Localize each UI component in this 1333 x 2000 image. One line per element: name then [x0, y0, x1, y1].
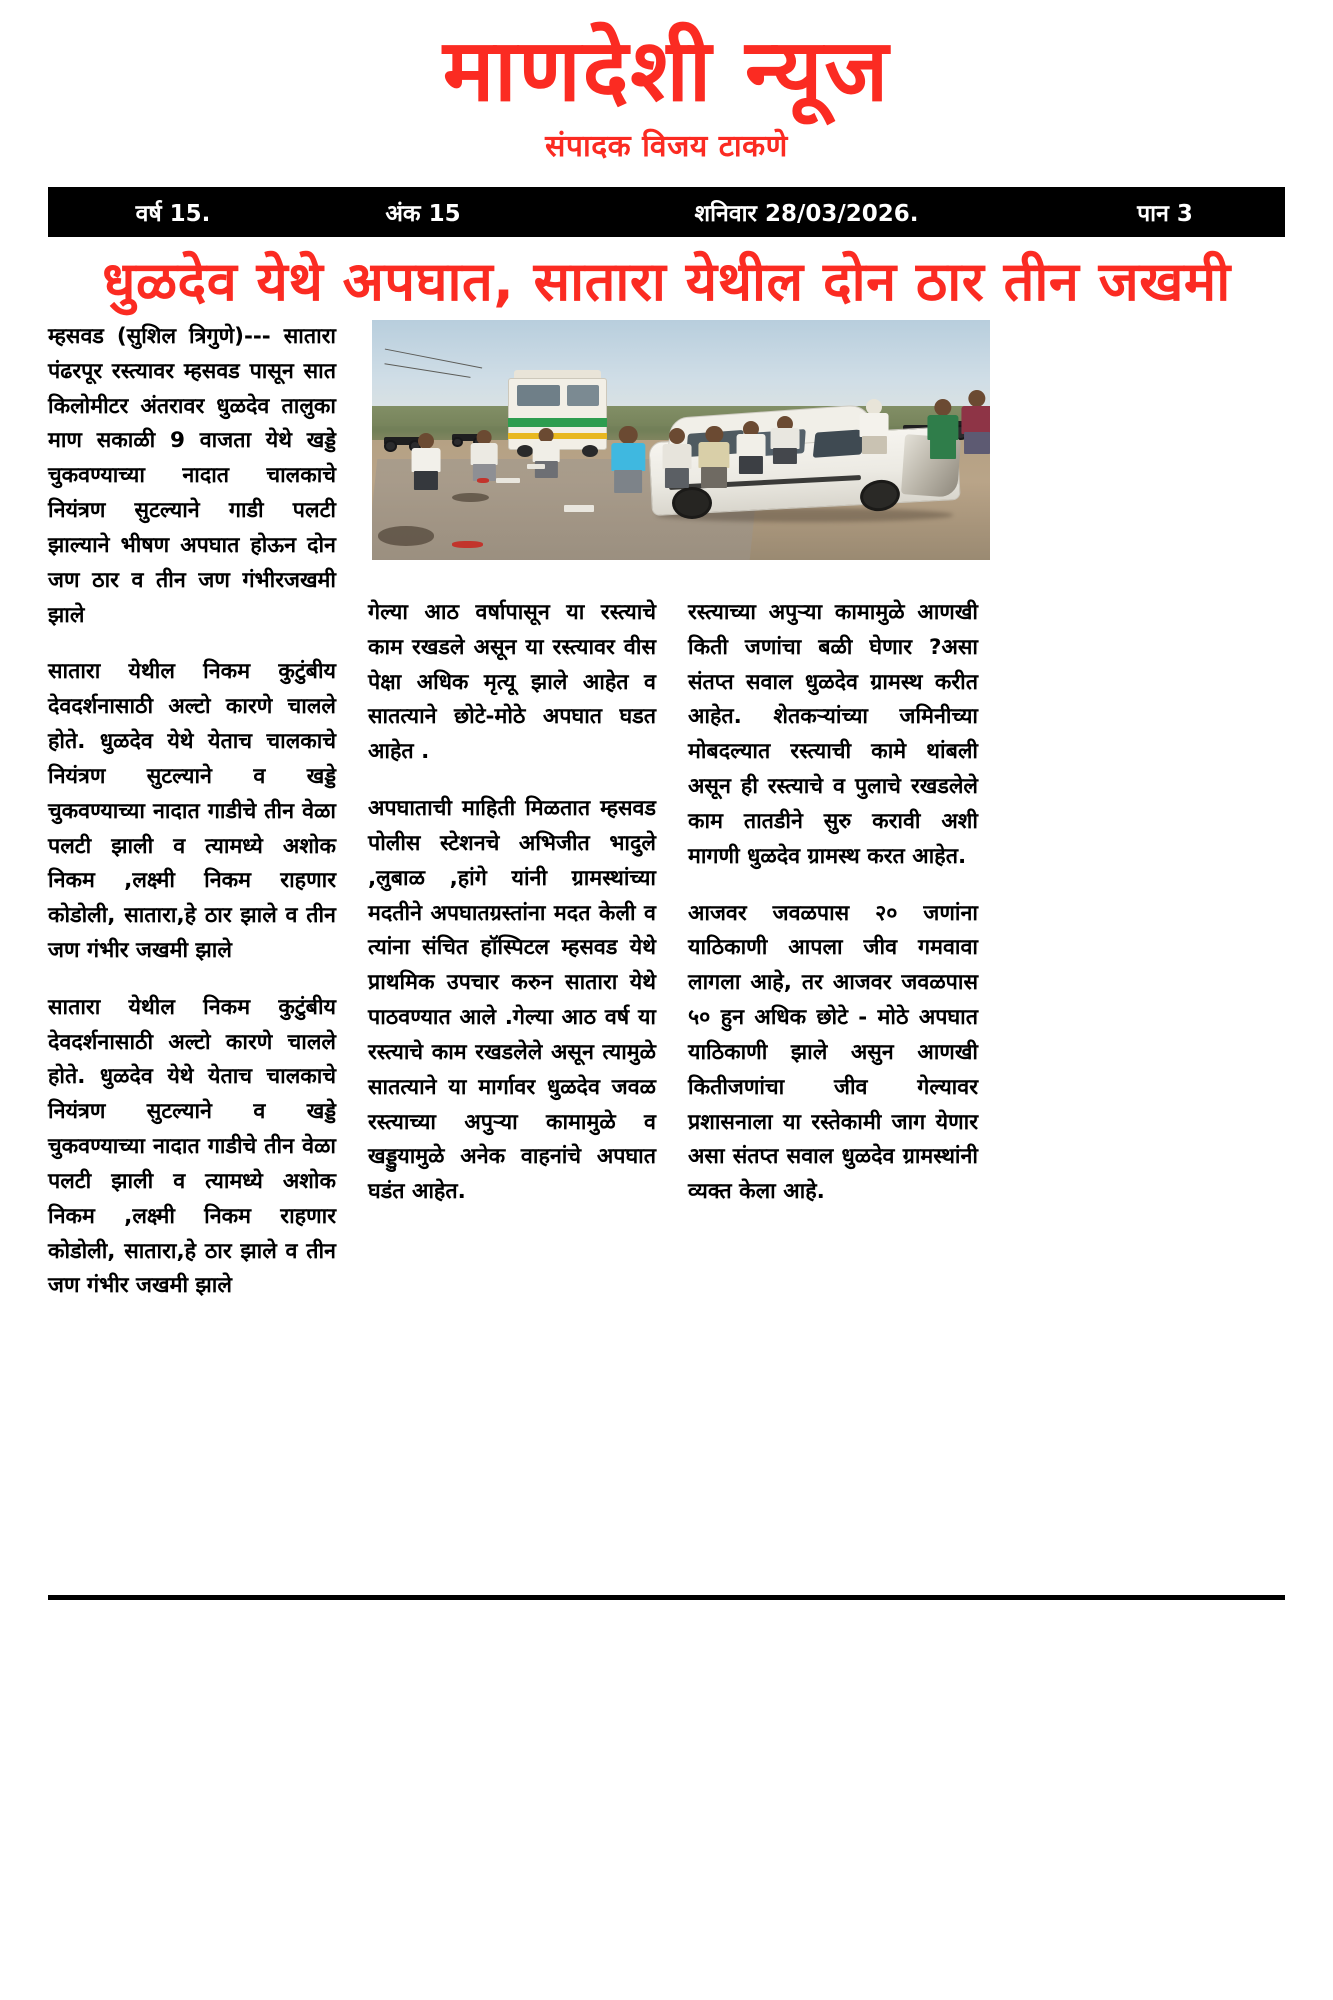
paragraph: सातारा येथील निकम कुटुंबीय देवदर्शनासाठी अल्टो कारणे चालले होते. धुळदेव येथे येताच चालकाचे नियंत्रण सुटल्याने व खड्डे चुकवण्याच्या नादात गाडीचे तीन वेळा पलटी झाली व त्यामध्ये अशोक निकम ,लक्ष्मी निकम राहणार कोडोली, सातारा,हे ठार झाले व तीन जण गंभीर जखमी झाले [48, 659, 336, 963]
paragraph: म्हसवड (सुशिल त्रिगुणे)--- सातारा पंढरपूर रस्त्यावर म्हसवड पासून सात किलोमीटर अंतरावर धुळदेव तालुका माण सकाळी 9 वाजता येथे खड्डे चुकवण्याच्या नादात चालकाचे नियंत्रण सुटल्याने गाडी पलटी झाल्याने भीषण अपघात होऊन दोन जण ठार व तीन जण गंभीरजखमी झाले [48, 323, 336, 628]
paragraph: सातारा येथील निकम कुटुंबीय देवदर्शनासाठी अल्टो कारणे चालले होते. धुळदेव येथे येताच चालकाचे नियंत्रण सुटल्याने व खड्डे चुकवण्याच्या नादात गाडीचे तीन वेळा पलटी झाली व त्यामध्ये अशोक निकम ,लक्ष्मी निकम राहणार कोडोली, सातारा,हे ठार झाले व तीन जण गंभीर जखमी झाले [48, 994, 336, 1299]
article-body [48, 320, 1285, 1299]
accident-photo [372, 320, 990, 560]
car-windshield [813, 429, 865, 458]
ambulance-wheel-front [582, 445, 598, 457]
masthead [48, 0, 1285, 165]
ambulance-window-front [517, 385, 560, 407]
red-debris [452, 541, 483, 548]
issue-number: अंक 15 [385, 201, 461, 228]
text-column-2 [368, 596, 656, 1210]
issue-info-bar [48, 187, 1285, 237]
ambulance-window-rear [567, 385, 599, 407]
issue-year: वर्ष 15. [135, 201, 211, 228]
newspaper-title: माणदेशी न्यूज [442, 21, 891, 121]
paragraph: आजवर जवळपास २० जणांना याठिकाणी आपला जीव गमवावा लागला आहे, तर आजवर जवळपास ५० हुन अधिक छोटे - मोठे अपघात याठिकाणी झाले असुन आणखी कितीजणांचा जीव गेल्यावर प्रशासनाला या रस्तेकामी जाग येणार असा संतप्त सवाल धुळदेव ग्रामस्थांनी व्यक्त केला आहे. [688, 900, 978, 1205]
bystander-green-saree [934, 399, 951, 459]
pothole-1 [378, 526, 434, 545]
bystander-1 [418, 433, 434, 491]
ambulance-green-stripe [508, 418, 607, 426]
accident-photo-scene [372, 320, 990, 560]
crashed-car [650, 409, 959, 524]
road-debris-2 [564, 505, 595, 512]
car-wheel-rear [672, 487, 712, 519]
road-debris-3 [527, 464, 546, 469]
text-column-3 [688, 596, 978, 1210]
editor-line: संपादक विजय टाकणे [545, 129, 788, 165]
issue-date: शनिवार 28/03/2026. [694, 201, 919, 228]
paragraph: रस्त्याच्या अपुऱ्या कामामुळे आणखी किती जणांचा बळी घेणार ?असा संतप्त सवाल धुळदेव ग्रामस्थ करीत आहेत. शेतकऱ्यांच्या जमिनीच्या मोबदल्यात रस्त्याची कामे थांबली असून ही रस्त्याचे व पुलाचे रखडलेले काम तातडीने सुरु करावी अशी मागणी धुळदेव ग्रामस्थ करत आहेत. [688, 599, 978, 869]
article-headline [48, 251, 1285, 314]
text-column-1 [48, 320, 336, 1304]
headline-line-2: ठार तीन जखमी [915, 250, 1231, 314]
paragraph: गेल्या आठ वर्षापासून या रस्त्याचे काम रखडले असून या रस्त्यावर वीस पेक्षा अधिक मृत्यू झाले आहेत व सातत्याने छोटे-मोठे अपघात घडत आहेत . [368, 599, 656, 765]
bystander-white-cap [866, 399, 882, 454]
bystander-3 [539, 428, 554, 478]
road-debris-1 [496, 478, 521, 483]
headline-line-1: धुळदेव येथे अपघात, सातारा येथील दोन [102, 250, 897, 314]
bystander-2 [477, 430, 492, 480]
bystander-5 [743, 421, 759, 474]
bystander-tan-shirt [706, 426, 723, 488]
bystander-4 [669, 428, 685, 488]
ambulance-wheel-rear [517, 445, 533, 457]
bystander-blue-shirt [619, 426, 638, 493]
page-number: पान 3 [1137, 201, 1193, 228]
red-debris-2 [477, 478, 489, 483]
bystander-maroon-top [968, 390, 985, 455]
bystander-6 [777, 416, 793, 464]
paragraph: अपघाताची माहिती मिळतात म्हसवड पोलीस स्टेशनचे अभिजीत भादुले ,लुबाळ ,हांगे यांनी ग्रामस्थांच्या मदतीने अपघातग्रस्तांना मदत केली व त्यांना संचित हॉस्पिटल म्हसवड येथे प्राथमिक उपचार करुन सातारा येथे पाठवण्यात आले .गेल्या आठ वर्ष या रस्त्याचे काम रखडलेले असून त्यामुळे सातत्याने या मार्गावर धुळदेव जवळ रस्त्याच्या अपुऱ्या कामामुळे व खड्डुयामुळे अनेक वाहनांचे अपघात घडंत आहेत. [368, 796, 656, 1205]
ambulance-yellow-stripe [508, 433, 607, 439]
bottom-divider [48, 1595, 1285, 1600]
